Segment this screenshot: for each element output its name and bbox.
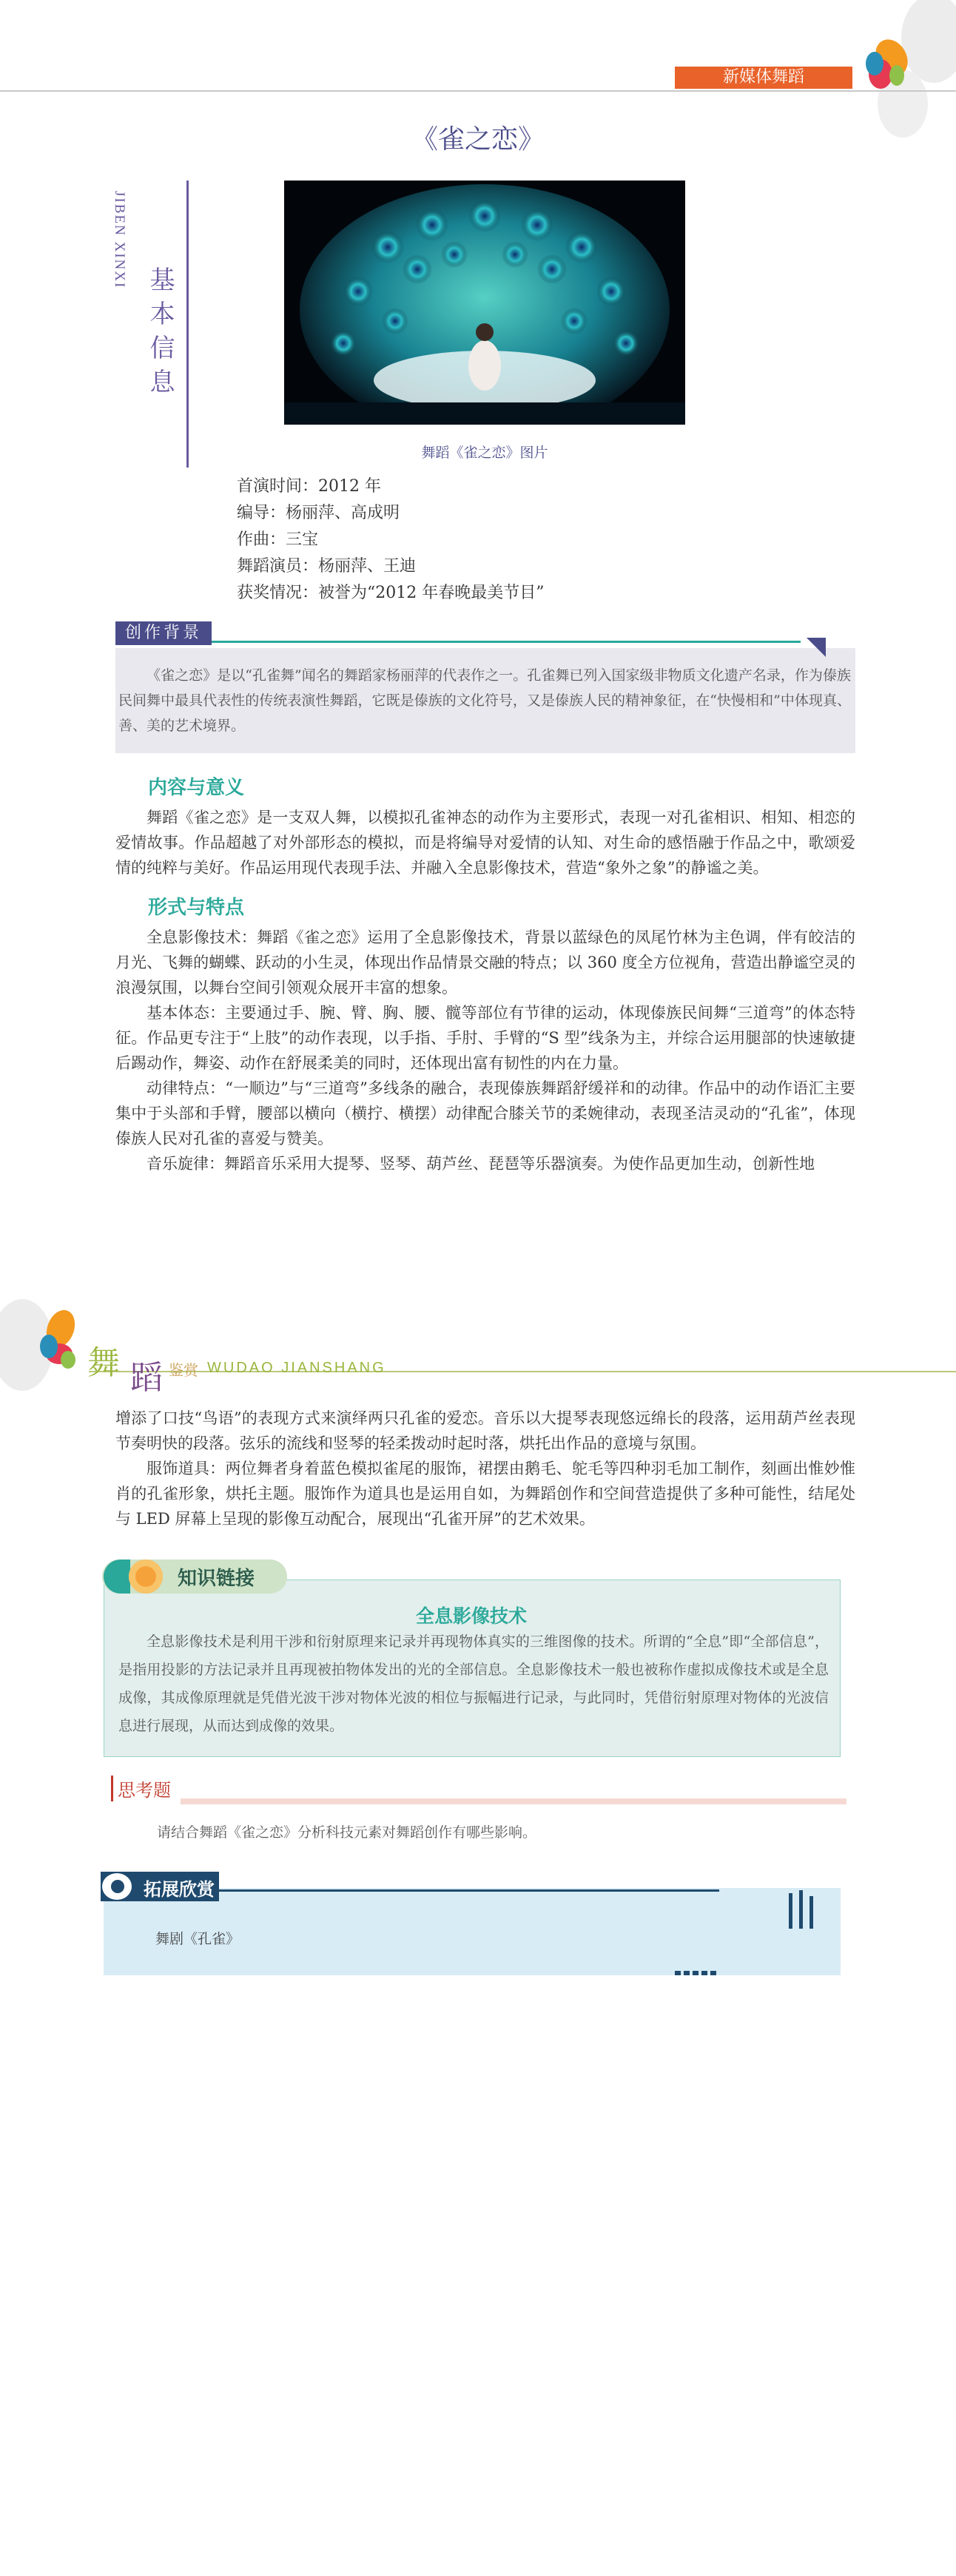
paragraph: 动律特点：“一顺边”与“三道弯”多线条的融合，表现傣族舞蹈舒缓祥和的动律。作品中的动作语汇主要集中于头部和手臂，腰部以横向（横拧、横摆）动律配合膝关节的柔婉律动，表现圣洁灵动的“孔雀”，体现傣族人民对孔雀的喜爱与赞美。 [115, 1079, 855, 1147]
form-features-heading: 形式与特点 [148, 897, 245, 919]
sidebar-pinyin: JIBEN XINXI [112, 191, 127, 289]
photo-caption: 舞蹈《雀之恋》图片 [421, 445, 548, 461]
think-rule [181, 1798, 846, 1804]
page2-logo-dao: 蹈 [130, 1359, 163, 1397]
basic-info-list [237, 473, 544, 607]
dotted-decoration [675, 1971, 719, 1975]
knowledge-link-text: 全息影像技术是利用干涉和衍射原理来记录并再现物体真实的三维图像的技术。所谓的“全息”即“全部信息”，是指用投影的方法记录并且再现被拍物体发出的光的全部信息。全息影像技术一般也被称作虚拟成像技术或是全息成像，其成像原理就是凭借光波干涉对物体光波的相位与振幅进行记录，与此同时，凭借衍射原理对物体的光波信息进行展现，从而达到成像的效果。 [118, 1633, 829, 1734]
knowledge-link-title: 全息影像技术 [415, 1605, 527, 1627]
paragraph: 全息影像技术：舞蹈《雀之恋》运用了全息影像技术，背景以蓝绿色的凤尾竹林为主色调，伴有皎洁的月光、飞舞的蝴蝶、跃动的小生灵，体现出作品情景交融的特点；以 360 度全方位视角，营造出静谧空灵的浪漫氛围，以舞台空间引领观众展开丰富的想象。 [115, 928, 855, 997]
expand-label: 拓展欣赏 [144, 1879, 215, 1900]
page-title: 《雀之恋》 [411, 124, 545, 155]
sidebar-title: 基本信息 [145, 266, 175, 402]
paragraph: 基本体态：主要通过手、腕、臂、胸、腰、髋等部位有节律的运动，体现傣族民间舞“三道弯”的体态特征。作品更专注于“上肢”的动作表现，以手指、手肘、手臂的“S 型”线条为主，并综合运用腿部的快速敏捷后踢动作，舞姿、动作在舒展柔美的同时，还体现出富有韧性的内在力量。 [115, 1004, 855, 1072]
page2-body [115, 1406, 855, 1531]
header-tag: 新媒体舞蹈 [675, 67, 852, 89]
bars-decoration-icon [787, 1890, 817, 1932]
content-meaning-heading: 内容与意义 [148, 777, 245, 799]
expand-rule [219, 1889, 719, 1892]
creation-background-text: 《雀之恋》是以“孔雀舞”闻名的舞蹈家杨丽萍的代表作之一。孔雀舞已列入国家级非物质文化遗产名录，作为傣族民间舞中最具代表性的传统表演性舞蹈，它既是傣族的文化符号，又是傣族人民的精神象征，在“快慢相和”中体现真、善、美的艺术境界。 [118, 667, 851, 734]
performance-photo [284, 181, 685, 425]
knowledge-link-label: 知识链接 [178, 1568, 255, 1590]
info-awards: 获奖情况：被誉为“2012 年春晚最美节目” [237, 584, 545, 602]
eye-pupil-icon [111, 1880, 124, 1893]
petal-decoration-icon [0, 1286, 96, 1397]
paragraph: 增添了口技“鸟语”的表现方式来演绎两只孔雀的爱恋。音乐以大提琴表现悠远绵长的段落，运用葫芦丝表现节奏明快的段落。弦乐的流线和竖琴的轻柔拨动时起时落，烘托出作品的意境与氛围。 [115, 1409, 855, 1452]
creation-background-rule [212, 641, 801, 643]
paragraph: 音乐旋律：舞蹈音乐采用大提琴、竖琴、葫芦丝、琵琶等乐器演奏。为使作品更加生动，创新性地 [147, 1155, 815, 1173]
form-features-body [115, 925, 855, 1176]
page2-logo-wu: 舞 [87, 1344, 120, 1382]
page2-logo-jianshang: 鉴赏 [169, 1361, 198, 1379]
corner-triangle-icon [807, 638, 826, 657]
expand-text: 舞剧《孔雀》 [155, 1931, 240, 1947]
peacock-dance-image [284, 181, 685, 425]
header-rule [0, 90, 956, 92]
info-premiere: 首演时间：2012 年 [237, 477, 381, 496]
info-composer: 作曲：三宝 [237, 530, 319, 549]
think-label: 思考题 [111, 1776, 171, 1801]
creation-background-label: 创作背景 [115, 621, 212, 645]
content-meaning-body [115, 805, 855, 880]
bulb-circle-icon [129, 1560, 163, 1594]
info-choreographer: 编导：杨丽萍、高成明 [237, 504, 400, 522]
page2-logo-pinyin: WUDAO JIANSHANG [207, 1360, 386, 1376]
paragraph: 服饰道具：两位舞者身着蓝色模拟雀尾的服饰，裙摆由鹅毛、鸵毛等四种羽毛加工制作，刻画出惟妙惟肖的孔雀形象，烘托主题。服饰作为道具也是运用自如，为舞蹈创作和空间营造提供了多种可能性，结尾处与 LED 屏幕上呈现的影像互动配合，展现出“孔雀开屏”的艺术效果。 [115, 1460, 855, 1528]
content-meaning-text: 舞蹈《雀之恋》是一支双人舞，以模拟孔雀神态的动作为主要形式，表现一对孔雀相识、相知、相恋的爱情故事。作品超越了对外部形态的模拟，而是将编导对爱情的认知、对生命的感悟融于作品之中，歌颂爱情的纯粹与美好。作品运用现代表现手法、并融入全息影像技术，营造“象外之象”的静谧之美。 [115, 809, 855, 877]
think-text: 请结合舞蹈《雀之恋》分析科技元素对舞蹈创作有哪些影响。 [157, 1824, 537, 1841]
sidebar-divider [186, 181, 189, 468]
info-dancers: 舞蹈演员：杨丽萍、王迪 [237, 557, 417, 576]
